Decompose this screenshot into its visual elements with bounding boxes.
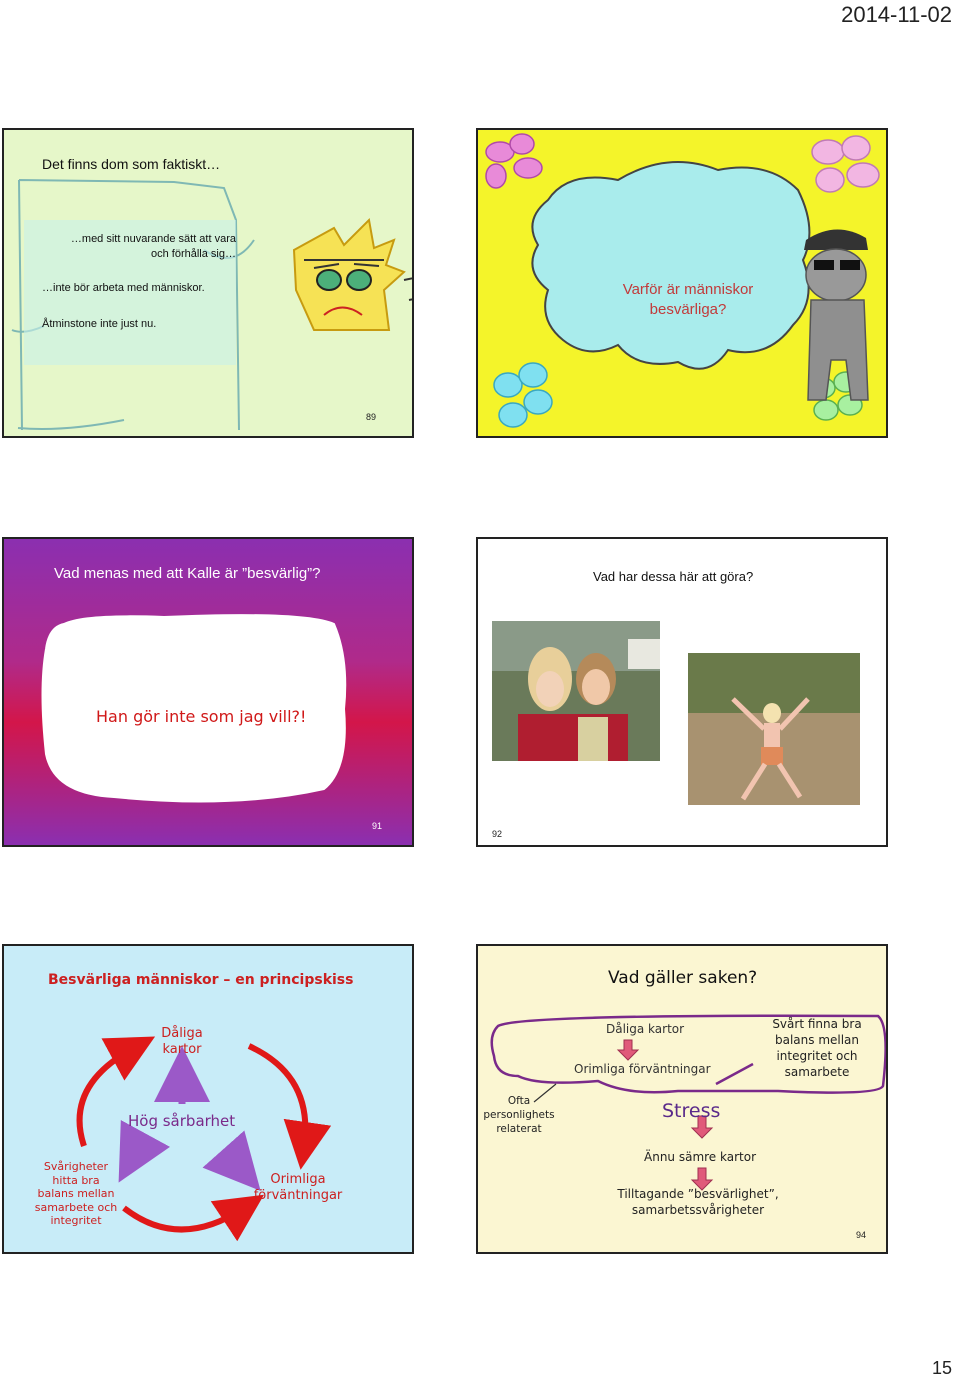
- photo-child-outdoors: [688, 653, 860, 805]
- slide-92-title: Vad har dessa här att göra?: [593, 569, 754, 584]
- slide-90: [476, 128, 888, 438]
- slide-number: 91: [372, 821, 383, 831]
- cyan-flower: [494, 363, 552, 427]
- right-line-2: balans mellan: [774, 1033, 860, 1047]
- slide-89-line-4: Åtminstone inte just nu.: [42, 318, 157, 330]
- right-line-1: Orimliga: [270, 1172, 326, 1187]
- item-orimliga: Orimliga förväntningar: [574, 1062, 711, 1076]
- arrow-to-right-box: [716, 1064, 753, 1084]
- pink-flower-left: [486, 134, 542, 188]
- label-hog-sarbarhet: Hög sårbarhet: [128, 1112, 236, 1130]
- slide-89-text: [26, 232, 236, 262]
- right-line-2: förväntningar: [253, 1188, 343, 1203]
- left-line-1: Svårigheter: [43, 1160, 109, 1173]
- right-box-text: [764, 1016, 870, 1080]
- left-line-5: integritet: [50, 1214, 102, 1227]
- left-line-2: personlighets: [483, 1109, 555, 1121]
- item-tilltagande: [598, 1186, 798, 1218]
- item-annu-samre-kartor: Ännu sämre kartor: [644, 1150, 757, 1164]
- left-line-3: relaterat: [496, 1123, 542, 1135]
- slide-90-question: [588, 280, 788, 320]
- left-line-4: samarbete och: [34, 1200, 118, 1214]
- label-daliga: Dåliga: [161, 1026, 203, 1041]
- slide-89-title: Det finns dom som faktiskt…: [42, 156, 221, 172]
- arrow-center-left: [132, 1136, 144, 1158]
- tilltagande-line-2: samarbetssvårigheter: [631, 1203, 765, 1217]
- right-line-4: samarbete: [784, 1065, 850, 1079]
- grumpy-character: [804, 229, 868, 400]
- slide-89: [2, 128, 414, 438]
- slide-93: [2, 944, 414, 1254]
- slide-number: 94: [856, 1230, 867, 1240]
- speech-bubble-shape: [4, 539, 414, 847]
- document-date: 2014-11-02: [841, 2, 952, 27]
- label-daliga-kartor: [152, 1026, 212, 1058]
- label-orimliga-forvantningar: [246, 1172, 350, 1204]
- label-svarigheter: [30, 1160, 122, 1228]
- slide-number: 89: [366, 412, 377, 422]
- arrow-center-right: [226, 1152, 242, 1170]
- pink-flower-right: [812, 136, 879, 192]
- slide-94-title: Vad gäller saken?: [608, 968, 758, 988]
- photo-two-people: [492, 621, 660, 761]
- slide-89-line-1: …med sitt nuvarande sätt att vara: [70, 233, 236, 245]
- left-line-2: hitta bra: [52, 1173, 100, 1187]
- slide-number: 92: [492, 829, 503, 839]
- cloud-shape: [532, 162, 809, 369]
- slide-91: [2, 537, 414, 847]
- slide-93-title: Besvärliga människor – en principskiss: [48, 972, 354, 988]
- arrow-top-to-right: [249, 1046, 305, 1146]
- page-number: 15: [931, 1358, 952, 1378]
- arrow-left-to-top: [80, 1048, 134, 1146]
- slide-90-line-1: Varför är människor: [622, 281, 754, 298]
- left-line-3: balans mellan: [37, 1187, 115, 1200]
- slide-91-title: Vad menas med att Kalle är ”besvärlig”?: [54, 565, 321, 582]
- angry-face-drawing: [294, 220, 414, 330]
- label-ofta-personlighets: [478, 1094, 560, 1136]
- slide-89-line-3: …inte bör arbeta med människor.: [42, 282, 205, 294]
- item-stress: Stress: [662, 1100, 721, 1122]
- slide-92-photos: [478, 539, 888, 847]
- slide-89-line-2: och förhålla sig…: [151, 248, 236, 260]
- slide-94: [476, 944, 888, 1254]
- right-line-3: integritet och: [776, 1049, 858, 1063]
- item-daliga-kartor: Dåliga kartor: [606, 1022, 685, 1036]
- slide-92: [476, 537, 888, 847]
- right-line-1: Svårt finna bra: [772, 1017, 862, 1031]
- slide-91-bubble-text: Han gör inte som jag vill?!: [96, 707, 307, 726]
- label-kartor: kartor: [162, 1042, 202, 1057]
- arrow-bottom: [124, 1208, 244, 1230]
- left-line-1: Ofta: [507, 1095, 531, 1107]
- slide-90-line-2: besvärliga?: [649, 301, 727, 318]
- tilltagande-line-1: Tilltagande ”besvärlighet”,: [617, 1187, 779, 1201]
